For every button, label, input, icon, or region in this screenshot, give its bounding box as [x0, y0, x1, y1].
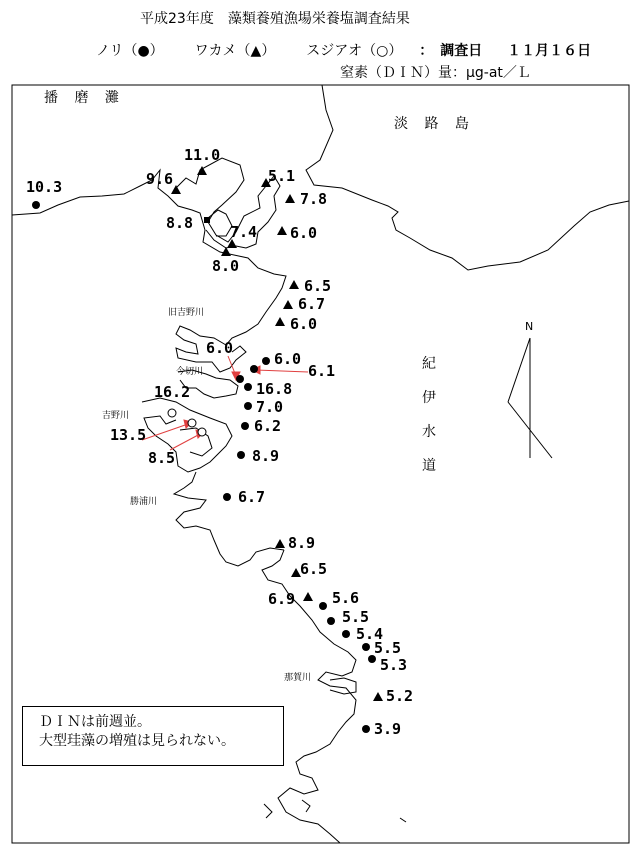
- station-value-label: 5.5: [374, 639, 402, 657]
- unit-label: 窒素（ＤＩＮ）量：μg-at／Ｌ: [340, 65, 531, 81]
- station-value-label: 6.0: [274, 350, 302, 368]
- kii-channel-label: [422, 356, 436, 474]
- katsuura-estuary: [174, 472, 284, 566]
- station-marker-wakame: [289, 280, 299, 289]
- kyu-yoshino-river-label: 旧吉野川: [168, 308, 205, 318]
- station-value-label: 6.2: [254, 417, 282, 435]
- station-value-label: 5.1: [268, 167, 296, 185]
- naruto-peninsula: [176, 158, 280, 248]
- station-value-label: 8.0: [212, 257, 240, 275]
- station-marker-wakame: [275, 539, 285, 548]
- station-marker-nori: [241, 422, 249, 430]
- station-value-label: 7.0: [256, 398, 284, 416]
- station-value-label: 6.1: [308, 362, 336, 380]
- station-value-label: 7.8: [300, 190, 328, 208]
- station-marker-wakame: [221, 247, 231, 256]
- station-value-label: 6.7: [238, 488, 266, 506]
- naruto-inlet: [208, 210, 232, 236]
- station-marker-nori: [250, 365, 258, 373]
- katsuura-river-label: 勝浦川: [130, 497, 158, 507]
- svg-text:紀: 紀: [422, 356, 436, 372]
- legend-sujiao: スジアオ（○）: [306, 43, 403, 59]
- station-value-label: 16.2: [154, 383, 191, 401]
- station-value-label: 11.0: [184, 146, 221, 164]
- survey-date-label: ： 調査日: [419, 43, 483, 59]
- station-marker-nori: [342, 630, 350, 638]
- map-title: 平成23年度 藻類養殖漁場栄養塩調査結果: [140, 11, 410, 27]
- naka-river-label: 那賀川: [284, 673, 312, 683]
- station-marker-nori: [319, 602, 327, 610]
- station-value-label: 5.2: [386, 687, 414, 705]
- station-marker-wakame: [275, 317, 285, 326]
- station-markers: [32, 166, 383, 733]
- station-marker-sujiao: [188, 419, 196, 427]
- station-value-label: 8.9: [288, 534, 316, 552]
- survey-date-value: １１月１６日: [507, 43, 592, 59]
- station-marker-nori: [262, 357, 270, 365]
- comment-box: [22, 706, 284, 766]
- station-marker-nori: [362, 643, 370, 651]
- station-marker-wakame: [373, 692, 383, 701]
- svg-text:水: 水: [422, 424, 436, 440]
- imagiri-river-label: 今切川: [176, 367, 204, 377]
- station-value-label: 5.4: [356, 625, 384, 643]
- north-coastline: [12, 170, 286, 345]
- station-marker-wakame: [303, 592, 313, 601]
- comment-line-1: ＤＩＮは前週並。: [39, 714, 151, 730]
- station-marker-nori: [362, 725, 370, 733]
- svg-text:伊: 伊: [422, 390, 436, 406]
- station-value-label: 6.5: [304, 277, 332, 295]
- station-marker-sujiao: [198, 428, 206, 436]
- station-value-label: 5.6: [332, 589, 360, 607]
- station-marker-nori: [237, 451, 245, 459]
- station-value-label: 6.9: [268, 590, 296, 608]
- station-marker-sujiao: [168, 409, 176, 417]
- north-label: N: [525, 320, 534, 333]
- station-marker-nori: [244, 402, 252, 410]
- station-value-label: 8.5: [148, 449, 176, 467]
- station-value-label: 5.3: [380, 656, 408, 674]
- station-marker-nori: [327, 617, 335, 625]
- station-marker-wakame: [283, 300, 293, 309]
- station-value-label: 6.0: [290, 315, 318, 333]
- station-marker-wakame: [285, 194, 295, 203]
- station-marker-nori: [32, 201, 40, 209]
- legend-nori: ノリ（●）: [96, 43, 164, 59]
- svg-text:道: 道: [422, 458, 436, 474]
- harima-nada-label: 播 磨 灘: [44, 90, 125, 106]
- station-value-label: 6.7: [298, 295, 326, 313]
- station-marker-nori: [244, 383, 252, 391]
- station-value-label: 5.5: [342, 608, 370, 626]
- station-marker-nori: [236, 375, 244, 383]
- station-marker-wakame: [277, 226, 287, 235]
- legend-wakame: ワカメ（▲）: [194, 43, 276, 59]
- station-value-label: 10.3: [26, 178, 63, 196]
- station-value-label: 7.4: [230, 223, 258, 241]
- station-value-label: 6.0: [290, 224, 318, 242]
- station-marker-nori_square: [204, 217, 210, 223]
- north-arrow: [508, 338, 552, 458]
- station-value-label: 13.5: [110, 426, 147, 444]
- station-value-label: 16.8: [256, 380, 293, 398]
- station-marker-nori: [223, 493, 231, 501]
- yoshino-river-label: 吉野川: [102, 411, 130, 421]
- station-value-label: 9.6: [146, 170, 174, 188]
- comment-line-2: 大型珪藻の増殖は見られない。: [39, 733, 235, 749]
- station-value-label: 8.8: [166, 214, 194, 232]
- station-value-label: 3.9: [374, 720, 402, 738]
- awaji-coastline: [306, 85, 629, 270]
- station-value-labels: [26, 146, 413, 738]
- station-value-label: 6.0: [206, 339, 234, 357]
- awaji-island-label: 淡 路 島: [394, 116, 475, 132]
- station-value-label: 8.9: [252, 447, 280, 465]
- station-value-label: 6.5: [300, 560, 328, 578]
